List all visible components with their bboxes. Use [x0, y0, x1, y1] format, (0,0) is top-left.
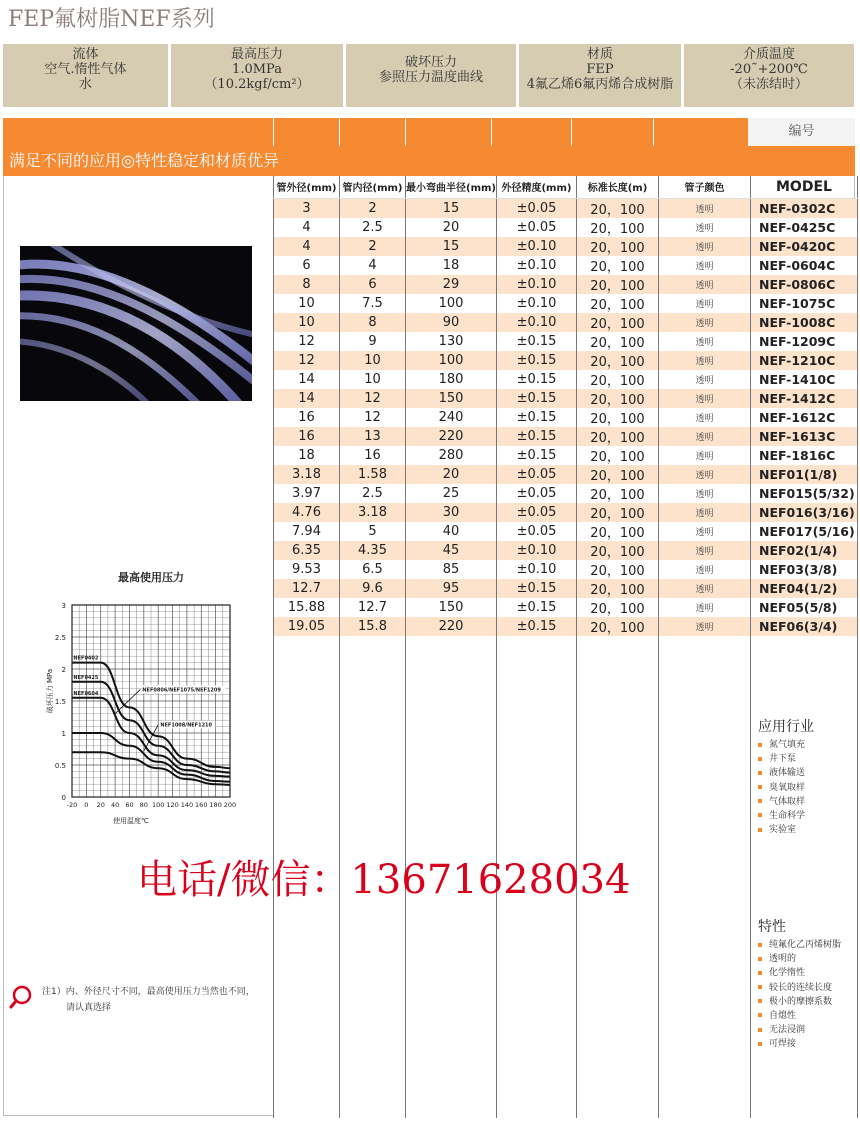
table-cell: 240: [406, 408, 497, 427]
table-header-cell: 外径精度(mm): [496, 176, 576, 198]
table-header-cell: 最小弯曲半径(mm): [406, 176, 497, 198]
table-cell: 14: [274, 370, 340, 389]
chart-title: 最高使用压力: [118, 571, 184, 584]
table-cell: 透明: [658, 484, 750, 503]
table-row: [274, 237, 858, 256]
table-cell: 20，100: [576, 370, 658, 389]
table-cell: 29: [406, 275, 497, 294]
table-cell: 90: [406, 313, 497, 332]
x-tick-label: 200: [223, 801, 237, 809]
list-item: 自熄性: [758, 1009, 841, 1023]
table-cell: ±0.05: [496, 465, 576, 484]
table-cell: ±0.10: [496, 560, 576, 579]
table-cell: 10: [340, 370, 406, 389]
tube-photo: [20, 246, 252, 401]
x-axis-label: 使用温度℃: [113, 817, 149, 825]
table-cell: 20，100: [576, 598, 658, 617]
table-cell: ±0.10: [496, 256, 576, 275]
spec-cell-line: 介质温度: [742, 47, 795, 62]
list-item: 实验室: [758, 823, 805, 837]
table-cell: 20，100: [576, 579, 658, 598]
table-cell: ±0.15: [496, 579, 576, 598]
table-cell: 透明: [658, 256, 750, 275]
table-cell: 3.18: [340, 503, 406, 522]
annotation-label: NEF0806/NEF1075/NEF1209: [142, 687, 221, 694]
table-cell: 透明: [658, 560, 750, 579]
table-row: [274, 598, 858, 617]
list-item: 臭氧取样: [758, 781, 805, 795]
x-tick-label: 140: [180, 801, 194, 809]
y-tick-label: 0: [61, 794, 66, 802]
table-cell: 6: [340, 275, 406, 294]
table-cell: 20，100: [576, 294, 658, 313]
table-cell: 16: [340, 446, 406, 465]
table-cell: 4: [274, 237, 340, 256]
spec-cell: [3, 44, 168, 107]
spec-summary-bar: [3, 44, 855, 107]
list-item: 液体输送: [758, 766, 805, 780]
x-tick-label: 180: [209, 801, 222, 809]
table-cell: 20，100: [576, 465, 658, 484]
table-cell: 透明: [658, 275, 750, 294]
model-cell: NEF-0420C: [750, 237, 857, 256]
model-cell: NEF-0425C: [750, 218, 857, 237]
table-cell: 透明: [658, 294, 750, 313]
spec-cell-line: （10.2kgf/cm²）: [204, 77, 310, 92]
table-cell: ±0.05: [496, 522, 576, 541]
note: [42, 984, 255, 1016]
table-cell: 透明: [658, 617, 750, 636]
table-cell: 7.94: [274, 522, 340, 541]
table-cell: ±0.15: [496, 370, 576, 389]
spec-cell-line: 空气.惰性气体: [44, 62, 127, 77]
model-number-heading: 编号: [748, 118, 855, 146]
table-cell: ±0.05: [496, 503, 576, 522]
model-cell: NEF-0806C: [750, 275, 857, 294]
table-cell: 20，100: [576, 446, 658, 465]
table-cell: 220: [406, 617, 497, 636]
table-row: [274, 579, 858, 598]
table-row: [274, 446, 858, 465]
table-cell: 3.97: [274, 484, 340, 503]
note-line-1: 注1）内、外径尺寸不同，最高使用压力当然也不同，: [42, 987, 255, 997]
frame-left: [3, 176, 4, 1116]
spec-cell-line: 流体: [72, 47, 99, 62]
table-cell: 10: [274, 313, 340, 332]
series-label: NEF0402: [73, 655, 99, 662]
table-cell: 3: [274, 198, 340, 218]
table-cell: 220: [406, 427, 497, 446]
model-cell: NEF-1613C: [750, 427, 857, 446]
table-cell: 280: [406, 446, 497, 465]
table-cell: 透明: [658, 237, 750, 256]
x-tick-label: 60: [125, 801, 134, 809]
table-cell: 45: [406, 541, 497, 560]
table-cell: 10: [340, 351, 406, 370]
table-cell: 130: [406, 332, 497, 351]
model-cell: NEF-1075C: [750, 294, 857, 313]
table-cell: 20，100: [576, 198, 658, 218]
column-divider: [339, 118, 340, 146]
page-title: FEP氟树脂NEF系列: [8, 7, 215, 32]
series-label: NEF0425: [73, 674, 99, 681]
list-item: 无法浸润: [758, 1023, 841, 1037]
table-cell: 8: [340, 313, 406, 332]
table-cell: ±0.10: [496, 541, 576, 560]
table-header-cell: 管子颜色: [658, 176, 750, 198]
table-cell: 透明: [658, 427, 750, 446]
table-cell: 12.7: [274, 579, 340, 598]
table-cell: 透明: [658, 198, 750, 218]
list-item: 生命科学: [758, 809, 805, 823]
table-cell: 20: [406, 218, 497, 237]
table-cell: 2: [340, 237, 406, 256]
column-divider: [273, 118, 274, 146]
table-row: [274, 541, 858, 560]
x-tick-label: 0: [84, 801, 89, 809]
table-row: [274, 313, 858, 332]
list-item: 较长的连续长度: [758, 981, 841, 995]
table-cell: 20，100: [576, 275, 658, 294]
table-cell: ±0.15: [496, 617, 576, 636]
model-cell: NEF-1816C: [750, 446, 857, 465]
feature-banner: 满足不同的应用◎特性稳定和材质优异: [3, 146, 855, 176]
table-cell: 20，100: [576, 427, 658, 446]
model-cell: NEF017(5/16): [750, 522, 857, 541]
table-cell: 19.05: [274, 617, 340, 636]
table-cell: 透明: [658, 351, 750, 370]
table-cell: 18: [406, 256, 497, 275]
contact-watermark: 电话/微信：13671628034: [137, 857, 631, 903]
spec-cell-line: 4氟乙烯6氟丙烯合成树脂: [526, 77, 674, 92]
table-cell: ±0.10: [496, 294, 576, 313]
spec-cell-line: （未冻结时）: [729, 77, 808, 92]
table-cell: 20，100: [576, 617, 658, 636]
table-cell: 13: [340, 427, 406, 446]
x-tick-label: 40: [110, 801, 120, 809]
table-cell: ±0.15: [496, 427, 576, 446]
x-tick-label: 120: [166, 801, 179, 809]
tube-photo-image: [20, 246, 252, 401]
note-line-2: 请认真选择: [66, 1003, 112, 1013]
model-cell: NEF02(1/4): [750, 541, 857, 560]
table-cell: 20，100: [576, 503, 658, 522]
y-tick-label: 1.5: [54, 698, 66, 706]
table-cell: 透明: [658, 332, 750, 351]
table-cell: 20，100: [576, 218, 658, 237]
model-cell: NEF06(3/4): [750, 617, 857, 636]
spec-cell: [519, 44, 681, 107]
table-cell: 14: [274, 389, 340, 408]
table-cell: 6.5: [340, 560, 406, 579]
table-cell: 9.6: [340, 579, 406, 598]
table-row: [274, 198, 858, 218]
spec-cell-line: 最高压力: [230, 47, 283, 62]
y-tick-label: 3: [61, 602, 66, 610]
table-cell: ±0.15: [496, 332, 576, 351]
model-cell: NEF-1008C: [750, 313, 857, 332]
table-cell: 15.88: [274, 598, 340, 617]
list-item: 纯氟化乙丙烯树脂: [758, 938, 841, 952]
table-cell: 20，100: [576, 560, 658, 579]
table-cell: 9: [340, 332, 406, 351]
model-cell: NEF-1209C: [750, 332, 857, 351]
table-header-cell: 管外径(mm): [274, 176, 340, 198]
table-cell: 16: [274, 427, 340, 446]
model-cell: NEF-0302C: [750, 198, 857, 218]
model-cell: NEF01(1/8): [750, 465, 857, 484]
table-cell: 透明: [658, 370, 750, 389]
model-cell: NEF-1612C: [750, 408, 857, 427]
list-item: 透明的: [758, 952, 841, 966]
table-cell: 100: [406, 294, 497, 313]
table-row: [274, 351, 858, 370]
list-item: 井下泵: [758, 752, 805, 766]
y-tick-label: 1: [61, 730, 66, 738]
table-cell: 20，100: [576, 351, 658, 370]
table-cell: 20，100: [576, 522, 658, 541]
pressure-temperature-chart: [40, 595, 245, 830]
column-divider: [571, 118, 572, 146]
table-cell: 20，100: [576, 408, 658, 427]
table-row: [274, 256, 858, 275]
table-header-cell: 管内径(mm): [340, 176, 406, 198]
list-item: 化学惰性: [758, 966, 841, 980]
y-axis-label: 破坏压力 MPa: [46, 668, 54, 714]
list-item: 可焊接: [758, 1037, 841, 1051]
table-row: [274, 503, 858, 522]
table-cell: 透明: [658, 598, 750, 617]
table-cell: 透明: [658, 446, 750, 465]
table-cell: 透明: [658, 408, 750, 427]
table-row: [274, 617, 858, 636]
list-item: 气体取样: [758, 795, 805, 809]
x-tick-label: 80: [139, 801, 148, 809]
table-cell: 30: [406, 503, 497, 522]
table-cell: 透明: [658, 541, 750, 560]
table-cell: ±0.10: [496, 313, 576, 332]
table-cell: 180: [406, 370, 497, 389]
table-cell: 透明: [658, 313, 750, 332]
table-row: [274, 465, 858, 484]
table-cell: 5: [340, 522, 406, 541]
industries-list: [758, 738, 805, 837]
model-cell: NEF016(3/16): [750, 503, 857, 522]
y-tick-label: 0.5: [54, 762, 66, 770]
table-cell: 10: [274, 294, 340, 313]
column-divider: [491, 118, 492, 146]
table-cell: ±0.05: [496, 198, 576, 218]
table-cell: 12: [274, 332, 340, 351]
table-cell: ±0.10: [496, 275, 576, 294]
spec-cell: [171, 44, 343, 107]
table-cell: ±0.15: [496, 446, 576, 465]
list-item: 极小的摩擦系数: [758, 995, 841, 1009]
features-title: 特性: [758, 919, 786, 935]
table-cell: ±0.15: [496, 598, 576, 617]
table-cell: 2.5: [340, 484, 406, 503]
table-cell: 15: [406, 237, 497, 256]
table-row: [274, 275, 858, 294]
features-list: [758, 938, 841, 1052]
table-cell: 7.5: [340, 294, 406, 313]
table-cell: 透明: [658, 579, 750, 598]
table-cell: ±0.15: [496, 389, 576, 408]
x-tick-label: 20: [96, 801, 105, 809]
table-row: [274, 408, 858, 427]
spec-cell-line: 材质: [586, 47, 613, 62]
spec-cell-line: -20˜+200℃: [730, 62, 808, 77]
table-row: [274, 389, 858, 408]
table-filler-cell: [658, 636, 750, 1118]
table-cell: 12: [340, 389, 406, 408]
model-cell: NEF-1412C: [750, 389, 857, 408]
model-cell: NEF-1210C: [750, 351, 857, 370]
table-cell: 12: [274, 351, 340, 370]
y-tick-label: 2: [61, 666, 66, 674]
table-cell: 20，100: [576, 313, 658, 332]
table-cell: 20: [406, 465, 497, 484]
table-cell: 15.8: [340, 617, 406, 636]
model-cell: NEF04(1/2): [750, 579, 857, 598]
table-cell: 1.58: [340, 465, 406, 484]
table-row: [274, 332, 858, 351]
x-tick-label: -20: [66, 801, 78, 809]
table-cell: 20，100: [576, 332, 658, 351]
table-cell: 20，100: [576, 237, 658, 256]
table-cell: ±0.10: [496, 237, 576, 256]
table-row: [274, 294, 858, 313]
table-header-cell: 标准长度(m): [576, 176, 658, 198]
table-cell: 85: [406, 560, 497, 579]
table-cell: 9.53: [274, 560, 340, 579]
spec-cell-line: 破坏压力: [404, 55, 457, 70]
table-cell: 2.5: [340, 218, 406, 237]
orange-header-strip: [3, 118, 855, 146]
spec-cell-line: 参照压力温度曲线: [378, 70, 483, 85]
table-cell: 150: [406, 389, 497, 408]
table-cell: 3.18: [274, 465, 340, 484]
y-tick-label: 2.5: [54, 634, 66, 642]
table-cell: 20，100: [576, 484, 658, 503]
spec-cell-line: FEP: [586, 62, 614, 77]
model-cell: NEF05(5/8): [750, 598, 857, 617]
table-row: [274, 522, 858, 541]
model-cell: NEF015(5/32): [750, 484, 857, 503]
table-row: [274, 427, 858, 446]
table-row: [274, 218, 858, 237]
table-cell: 12: [340, 408, 406, 427]
spec-cell-line: 水: [78, 77, 92, 92]
annotation-label: NEF1008/NEF1210: [160, 722, 213, 729]
spec-cell: [346, 44, 516, 107]
table-cell: 4: [274, 218, 340, 237]
x-tick-label: 100: [151, 801, 165, 809]
x-tick-label: 160: [195, 801, 208, 809]
table-cell: 25: [406, 484, 497, 503]
table-cell: 透明: [658, 218, 750, 237]
series-label: NEF0604: [73, 690, 99, 697]
table-cell: 4: [340, 256, 406, 275]
table-cell: 透明: [658, 522, 750, 541]
magnifier-icon: [8, 984, 34, 1010]
table-row: [274, 560, 858, 579]
table-cell: 100: [406, 351, 497, 370]
table-cell: ±0.15: [496, 408, 576, 427]
table-cell: 95: [406, 579, 497, 598]
spec-cell: [684, 44, 854, 107]
table-cell: ±0.05: [496, 484, 576, 503]
model-cell: NEF-1410C: [750, 370, 857, 389]
table-cell: 16: [274, 408, 340, 427]
table-cell: 透明: [658, 503, 750, 522]
table-cell: 透明: [658, 389, 750, 408]
table-cell: 20，100: [576, 389, 658, 408]
column-divider: [653, 118, 654, 146]
table-cell: 40: [406, 522, 497, 541]
table-cell: 12.7: [340, 598, 406, 617]
spec-cell-line: 1.0MPa: [232, 62, 282, 77]
table-header-row: [274, 176, 858, 198]
model-cell: NEF-0604C: [750, 256, 857, 275]
list-item: 氮气填充: [758, 738, 805, 752]
table-cell: 4.35: [340, 541, 406, 560]
table-cell: 8: [274, 275, 340, 294]
table-cell: ±0.15: [496, 351, 576, 370]
model-cell: NEF03(3/8): [750, 560, 857, 579]
table-cell: 15: [406, 198, 497, 218]
table-row: [274, 370, 858, 389]
table-cell: ±0.05: [496, 218, 576, 237]
table-cell: 6.35: [274, 541, 340, 560]
industries-title: 应用行业: [758, 719, 814, 735]
table-cell: 4.76: [274, 503, 340, 522]
table-cell: 6: [274, 256, 340, 275]
table-cell: 18: [274, 446, 340, 465]
table-cell: 20，100: [576, 541, 658, 560]
table-header-cell: MODEL: [750, 176, 857, 198]
table-cell: 20，100: [576, 256, 658, 275]
column-divider: [405, 118, 406, 146]
table-cell: 2: [340, 198, 406, 218]
table-cell: 透明: [658, 465, 750, 484]
table-cell: 150: [406, 598, 497, 617]
table-row: [274, 484, 858, 503]
